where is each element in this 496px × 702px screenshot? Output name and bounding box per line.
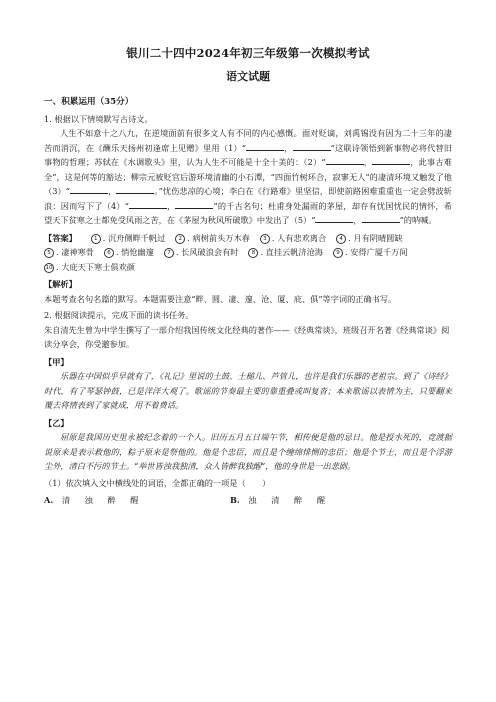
exam-subtitle: 语文试题	[226, 70, 270, 83]
option-word: 浊	[84, 495, 93, 505]
answer-blank[interactable]	[70, 184, 108, 194]
excerpt-yi-label: 【乙】	[44, 417, 69, 428]
answer-blank[interactable]	[315, 213, 353, 223]
punct: ，	[353, 215, 362, 225]
answer-item	[44, 245, 94, 260]
question-2-stem: 2. 根据阅读提示，完成下面的读书任务。	[44, 310, 194, 320]
answer-item	[260, 231, 326, 246]
circled-number: 9	[333, 248, 343, 258]
circled-number: 2	[175, 234, 185, 244]
answer-blank[interactable]	[362, 213, 400, 223]
choice-options	[44, 493, 452, 508]
answer-item	[333, 245, 408, 260]
circled-number: 5	[44, 248, 54, 258]
question-1-stem: 1. 根据以下情境默写古诗文。	[44, 113, 153, 124]
section-heading: 一、积累运用（35分）	[44, 97, 134, 107]
excerpt-jia-text: 乐器在中国似乎早就有了，《礼记》里说的土鼓、土槌儿、芦管儿，也许是我们乐器的老祖宗。到了《诗经》时代，有了琴瑟钟鼓，已是洋洋大观了。歌谣的节奏最主要的靠重叠或叫复沓；本来歌谣以表情为主，只要翻来覆去将情表到了家就成，用不着费话。	[44, 371, 452, 410]
answer-item	[164, 245, 239, 260]
circled-number: 1	[91, 234, 101, 244]
punct: ，	[363, 157, 373, 167]
option-word: 浊	[248, 495, 257, 505]
passage-text: 人生不如意十之八九，在逆境面前有很多文人有不同的内心感慨。面对贬谪，刘禹锡没有因为二十三年的凄苦而消沉，在《酬乐天扬州初逢席上见赠》里用（1）“	[44, 128, 452, 153]
answer-blank[interactable]	[175, 199, 213, 209]
answer-label: 【答案】	[44, 232, 77, 243]
answer-item	[44, 260, 135, 275]
option-word: 清	[271, 495, 280, 505]
answer-text: . 病树前头万木春	[187, 232, 250, 243]
answer-text: . 直挂云帆济沧海	[260, 247, 323, 257]
passage-text: 。”忧伤悲凉的心境；李白在《行路难》里坚信，即使前路困难重重也一定会劈波斩浪：因而写下了（4）“	[44, 186, 452, 211]
sub-question-1: （1）依次填入文中横线处的词语，全都正确的一项是（ ）	[44, 477, 271, 488]
punct: ，	[166, 200, 176, 211]
passage-text: ”的呐喊。	[399, 215, 437, 225]
option-b[interactable]	[230, 493, 416, 508]
answer-text: . 安得广厦千万间	[345, 247, 408, 257]
option-a[interactable]	[44, 493, 230, 508]
circled-number: 10	[45, 264, 53, 271]
answer-blank[interactable]	[129, 199, 167, 209]
exam-title: 银川二十四中2024年初三年级第一次模拟考试	[126, 46, 370, 60]
passage-text: ，此事古难全”，这是何等的豁达；柳宗元被贬官后游环境清幽的小石潭，“四面竹树环合，寂寥无人”的凄清环境又触发了他（3）“	[44, 157, 452, 196]
question-2-intro: 朱自清先生曾为中学生撰写了一部介绍我国传统文化经典的著作——《经典常谈》，班级召开名著《经典常谈》阅读分享会，你受邀参加。	[44, 324, 450, 349]
option-word: 醉	[107, 495, 116, 505]
answer-text: . 大庇天下寒士俱欢颜	[56, 261, 135, 272]
passage-text: ”的千古名句；杜甫身处漏雨的茅屋，却存有忧国忧民的情怀，希望天下贫寒之士都免受风雨之苦，在《茅屋为秋风所破歌》中发出了（5）“	[44, 200, 452, 225]
answer-item	[175, 231, 250, 246]
analysis-label: 【解析】	[44, 279, 77, 289]
answer-blank[interactable]	[326, 155, 364, 165]
answer-text: . 悄怆幽邃	[115, 247, 154, 257]
analysis-text: 本题考查名句名篇的默写。本题需要注意“畔、圆、凄、邃、沧、厦、庇、俱”等字词的正确书写。	[44, 293, 397, 304]
option-word: 醒	[316, 495, 326, 505]
option-word: 醒	[130, 495, 139, 505]
question-1-passage	[44, 126, 452, 228]
answer-item	[104, 245, 154, 260]
answer-text: . 沉舟侧畔千帆过	[102, 232, 166, 243]
answer-text: . 长风破浪会有时	[175, 247, 239, 257]
answer-blank[interactable]	[116, 184, 154, 194]
punct: ，	[284, 142, 293, 153]
answer-item	[91, 231, 166, 246]
answer-item	[336, 231, 402, 246]
answer-text: . 月有阴晴圆缺	[348, 232, 403, 243]
passage-text: ”这联诗领悟到新事物必将代替旧事物的哲理；苏轼在《水调歌头》里，认为人生不可能是十全十美的：（2）“	[44, 142, 452, 167]
circled-number: 4	[336, 234, 346, 244]
circled-number: 6	[104, 248, 114, 258]
answer-blank[interactable]	[293, 141, 331, 151]
excerpt-jia-label: 【甲】	[44, 356, 69, 367]
option-letter: B.	[230, 495, 240, 505]
punct: ，	[108, 186, 117, 196]
option-letter: A.	[44, 495, 54, 505]
answer-blank[interactable]	[372, 155, 410, 165]
answer-key	[44, 231, 452, 275]
excerpt-yi-text: 屈原是我国历史里永被纪念着的一个人。旧历五月五日端午节，相传便是他的忌日。他是投水死的，竞渡据说原来是表示救他的，粽子原来是祭他的。他是个忠臣，而且是个缠绵悱恻的忠臣；他是个节士，而且是个浮游尘外，清白不污的节士。“举世皆浊我独清，众人皆醉我独醒”，他的身世是一出悲剧。	[44, 432, 452, 471]
option-word: 醉	[294, 495, 303, 505]
answer-text: . 人有悲欢离合	[271, 232, 327, 243]
option-word: 清	[61, 495, 71, 505]
answer-blank[interactable]	[246, 141, 284, 151]
circled-number: 7	[164, 248, 174, 258]
circled-number: 8	[248, 248, 258, 258]
exam-body	[44, 95, 452, 508]
answer-text: . 凄神寒骨	[56, 247, 94, 257]
circled-number: 3	[260, 234, 270, 244]
answer-item	[248, 245, 323, 260]
